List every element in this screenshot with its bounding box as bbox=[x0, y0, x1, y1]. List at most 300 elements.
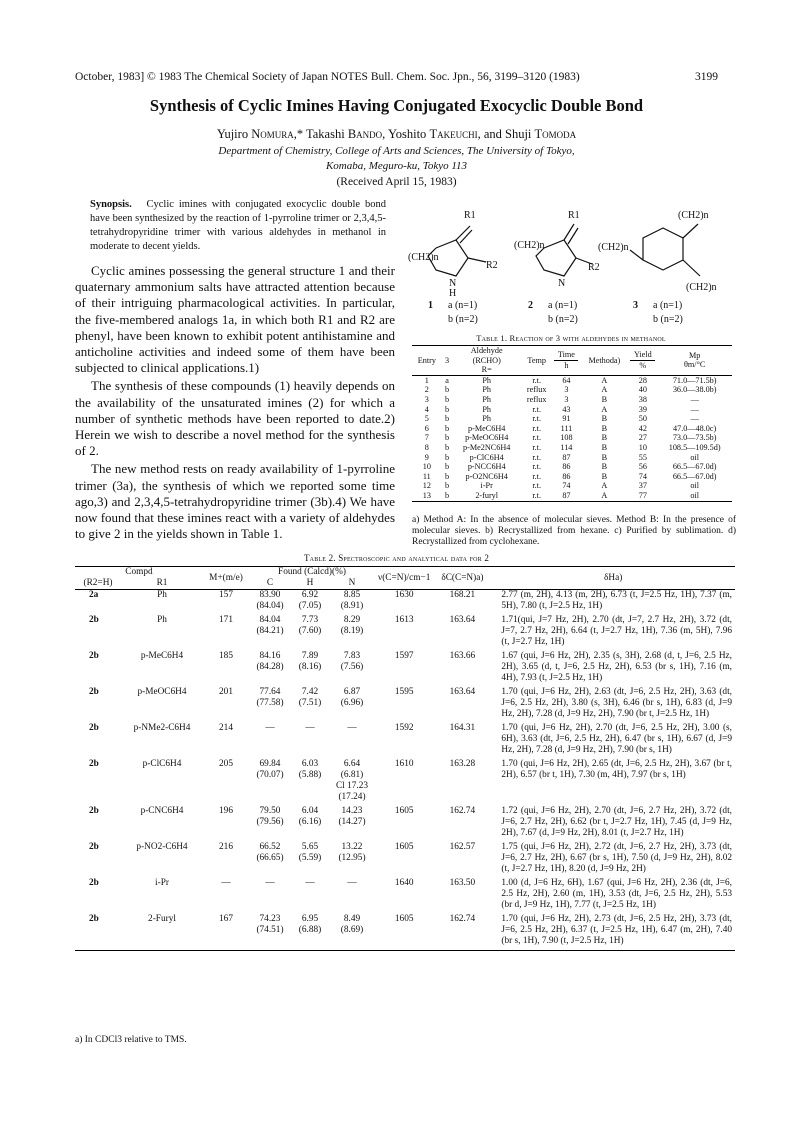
table1-cell: 11 bbox=[422, 471, 431, 481]
table2-cell bbox=[75, 878, 121, 914]
table2-cell bbox=[491, 759, 735, 806]
table1-cell: r.t. bbox=[532, 404, 541, 414]
s1-h: H bbox=[449, 288, 457, 299]
table2-cell-value: 1640 bbox=[394, 878, 414, 888]
table2-cell bbox=[375, 651, 433, 687]
t2-h-m: M+(m/e) bbox=[209, 572, 243, 583]
table2-cell-value: (6.16) bbox=[298, 817, 322, 827]
table2-cell-value: 2.77 (m, 2H), 4.13 (m, 2H), 6.73 (t, J=2.5 Hz, 1H), 7.37 (m, 5H), 7.80 (t, J=2.5 Hz, 1H) bbox=[501, 590, 732, 611]
table2-cell bbox=[375, 759, 433, 806]
table2-cell bbox=[375, 914, 433, 951]
table2-cell-value: — bbox=[305, 723, 315, 733]
table2-cell-value: 167 bbox=[219, 914, 233, 924]
table2-cell bbox=[375, 615, 433, 651]
table2-cell bbox=[491, 842, 735, 878]
s2-b: b (n=2) bbox=[548, 314, 578, 325]
table2-cell-value: 1595 bbox=[394, 687, 414, 697]
structure-figure bbox=[398, 198, 728, 328]
s3-a: a (n=1) bbox=[653, 300, 683, 311]
s1-b: b (n=2) bbox=[448, 314, 478, 325]
table2-cell bbox=[203, 878, 249, 914]
t2-h-dh: δHa) bbox=[604, 572, 623, 583]
table2-cell-value: — bbox=[265, 878, 275, 888]
table2-cell-value: 185 bbox=[219, 651, 233, 661]
table2-cell-value: 6.95 bbox=[301, 914, 319, 924]
s2-n: N bbox=[558, 278, 566, 289]
t2-h-nu: ν(C=N)/cm−1 bbox=[378, 572, 431, 583]
table1-cell: 40 bbox=[638, 385, 647, 395]
table1-cell: p-MeOC6H4 bbox=[465, 433, 509, 443]
table2-row bbox=[75, 590, 735, 616]
table2-cell bbox=[375, 842, 433, 878]
table2-cell-value: — bbox=[265, 723, 275, 733]
table2-cell-value: 6.87 bbox=[343, 687, 361, 697]
table2-cell bbox=[203, 651, 249, 687]
table2-cell-value: 2b bbox=[89, 759, 99, 769]
table2-cell-value: 163.50 bbox=[449, 878, 476, 888]
table2-row bbox=[75, 759, 735, 806]
table2-cell-value: Cl 17.23 bbox=[335, 781, 369, 791]
table2-cell bbox=[249, 615, 291, 651]
table1-cell: B bbox=[601, 442, 608, 452]
table1-cell: 86 bbox=[562, 462, 571, 472]
table2-cell bbox=[433, 651, 491, 687]
t2-h-found: Found (Calcd)(%) bbox=[278, 567, 346, 577]
t1-h-yield bbox=[628, 346, 657, 376]
table1-cell: p-O2NC6H4 bbox=[465, 471, 508, 481]
table1-cell: b bbox=[444, 452, 450, 462]
table2-cell-value: 5.65 bbox=[301, 842, 319, 852]
table2-cell-value: (14.27) bbox=[338, 817, 366, 827]
table2-cell-value: 1610 bbox=[394, 759, 414, 769]
t1-h-mp bbox=[657, 346, 732, 376]
table2-cell-value: (6.81) bbox=[340, 770, 364, 780]
table2-cell bbox=[75, 723, 121, 759]
s3-ring-right: (CH2)n bbox=[686, 282, 717, 293]
table2-cell bbox=[249, 590, 291, 616]
table1-cell: p-Me2NC6H4 bbox=[463, 442, 511, 452]
table1-cell: 55 bbox=[638, 452, 647, 462]
affiliation bbox=[0, 144, 793, 174]
page-number: 3199 bbox=[695, 71, 718, 83]
table2-cell-value: (7.05) bbox=[298, 601, 322, 611]
table2-cell-value: Ph bbox=[157, 615, 167, 625]
table1-cell: B bbox=[601, 471, 608, 481]
body-text bbox=[75, 263, 395, 544]
table2-cell bbox=[121, 723, 203, 759]
table1-row bbox=[412, 385, 732, 395]
t2-h-r1: R1 bbox=[156, 578, 168, 588]
table2-cell-value: 163.64 bbox=[449, 687, 476, 697]
table1-cell: p-NCC6H4 bbox=[467, 462, 506, 472]
paper-title: Synthesis of Cyclic Imines Having Conjugated Exocyclic Double Bond bbox=[149, 96, 644, 115]
table2-cell-value: 163.64 bbox=[449, 615, 476, 625]
table2-cell-value: p-NMe2-C6H4 bbox=[133, 723, 191, 733]
table2-cell-value: 171 bbox=[219, 615, 233, 625]
table1-cell: 7 bbox=[424, 433, 429, 443]
table2-cell-value: 163.66 bbox=[449, 651, 476, 661]
table1-row bbox=[412, 453, 732, 463]
affiliation-line: Department of Chemistry, College of Arts and Sciences, The University of Tokyo, bbox=[218, 145, 575, 157]
table1-cell: A bbox=[601, 481, 608, 491]
table2-cell bbox=[121, 651, 203, 687]
table2-cell bbox=[291, 651, 329, 687]
table1-cell: r.t. bbox=[532, 471, 541, 481]
table1-cell: r.t. bbox=[532, 490, 541, 500]
table1-cell: b bbox=[444, 394, 450, 404]
s3-number: 3 bbox=[633, 300, 638, 311]
table2-cell-value: 1613 bbox=[394, 615, 414, 625]
table2-cell bbox=[203, 615, 249, 651]
table2-cell-value: (84.21) bbox=[256, 626, 284, 636]
body-paragraph: Cyclic amines possessing the general structure 1 and their quaternary ammonium salts have attracted attention because of their intriguing pharmacological activities. In particular, the five-membered analogs 1a, in which both R1 and R2 are phenyl, have been known to exhibit potent antihistamine and anticholine activities and indeed some of them have been subjected to clinical applications.1) bbox=[75, 263, 395, 376]
table2-cell-value: 8.85 bbox=[343, 590, 361, 600]
table1-cell: A bbox=[601, 375, 608, 385]
table1-cell: 10 bbox=[422, 462, 431, 472]
synopsis-label: Synopsis. bbox=[90, 199, 132, 210]
table1-cell: 108 bbox=[560, 433, 573, 443]
table1-cell: 87 bbox=[562, 490, 571, 500]
table1-cell: 13 bbox=[422, 490, 431, 500]
table1-cell: 6 bbox=[424, 423, 429, 433]
table1-cell: 36.0—38.0b) bbox=[672, 385, 717, 395]
body-paragraph: The new method rests on ready availability of 1-pyrroline trimer (3a), the synthesis of which we reported some time ago,3) and 2,3,4,5-tetrahydropyridine trimer (3b).4) We have now found that these imines react with a variety of aldehydes to give 2 in the yields shown in Table 1. bbox=[75, 461, 395, 542]
table2-cell bbox=[249, 842, 291, 878]
table2-cell-value: (8.69) bbox=[340, 925, 364, 935]
table1-cell: oil bbox=[690, 490, 699, 500]
table2-cell bbox=[75, 687, 121, 723]
t1-h-ald2: (RCHO) bbox=[472, 355, 501, 365]
author-last: Nomura,* bbox=[251, 127, 304, 141]
table2-cell-value: (8.91) bbox=[340, 601, 364, 611]
t2-h-n: N bbox=[348, 578, 356, 588]
t2-h-c: C bbox=[266, 578, 274, 588]
table2-cell bbox=[329, 651, 375, 687]
table2-cell-value: 196 bbox=[219, 806, 233, 816]
author-last: Tomoda bbox=[534, 127, 577, 141]
table1-cell: Ph bbox=[482, 414, 492, 424]
table2-cell bbox=[121, 914, 203, 951]
table2-cell bbox=[203, 759, 249, 806]
table2-cell bbox=[433, 615, 491, 651]
table1-cell: 3 bbox=[564, 394, 569, 404]
table1-row bbox=[412, 414, 732, 424]
t1-h-mp1: Mp bbox=[688, 350, 701, 360]
table2-cell bbox=[121, 759, 203, 806]
table2-cell-value: (66.65) bbox=[256, 853, 284, 863]
table2-cell bbox=[433, 842, 491, 878]
table2-cell bbox=[203, 590, 249, 616]
table1-cell: 10 bbox=[638, 442, 647, 452]
table2-cell-value: 6.03 bbox=[301, 759, 319, 769]
table1-cell: 71.0—71.5b) bbox=[672, 375, 717, 385]
synopsis bbox=[90, 198, 386, 254]
table2-cell-value: 1.75 (qui, J=6 Hz, 2H), 2.72 (dt, J=6, 2.7 Hz, 2H), 3.73 (dt, J=6, 2.7 Hz, 2H), 6.67 (br s, 1H), 7.50 (d, J=9 Hz, 2H), 8.02 (t, J=2.7 Hz, 1H), 8.20 (d, J=9 Hz, 2H) bbox=[501, 842, 732, 874]
table2-cell bbox=[121, 615, 203, 651]
table1-cell: 87 bbox=[562, 452, 571, 462]
t1-h-mp2: θm/°C bbox=[684, 360, 706, 370]
table2-cell-value: 69.84 bbox=[259, 759, 281, 769]
table2-cell-value: (8.16) bbox=[298, 662, 322, 672]
table2-cell bbox=[121, 806, 203, 842]
table2-cell-value: 168.21 bbox=[449, 590, 476, 600]
table2-cell bbox=[203, 914, 249, 951]
table1-cell: — bbox=[690, 394, 699, 404]
table1-cell: b bbox=[444, 462, 450, 472]
t2-h-dc: δC(C=N)a) bbox=[441, 572, 484, 583]
table2-cell-value: 83.90 bbox=[259, 590, 281, 600]
table1-cell: 47.0—48.0c) bbox=[673, 423, 717, 433]
table2-cell-value: 1630 bbox=[394, 590, 414, 600]
t1-h-method: Methoda) bbox=[588, 355, 621, 365]
table1-row bbox=[412, 395, 732, 405]
table1-cell: i-Pr bbox=[480, 481, 493, 491]
table2-cell bbox=[329, 615, 375, 651]
table2-cell-value: 2b bbox=[89, 914, 99, 924]
table2-cell bbox=[329, 759, 375, 806]
table2-cell-value: 2b bbox=[89, 878, 99, 888]
t1-h-3: 3 bbox=[444, 355, 450, 365]
table2-cell-value: 7.89 bbox=[301, 651, 319, 661]
table2-cell-value: 1.71(qui, J=7 Hz, 2H), 2.70 (dt, J=7, 2.7 Hz, 2H), 3.72 (dt, J=7, 2.7 Hz, 2H), 6.64 (t, J=2.7 Hz, 1H), 7.36 (m, 5H), 7.96 (t, J=2.7 Hz, 1H) bbox=[501, 615, 732, 647]
table1-cell: B bbox=[601, 394, 608, 404]
s2-a: a (n=1) bbox=[548, 300, 578, 311]
table2-cell-value: 2b bbox=[89, 806, 99, 816]
table2-cell-value: (12.95) bbox=[338, 853, 366, 863]
table2-cell-value: Ph bbox=[157, 590, 167, 600]
table2-footnote: a) In CDCl3 relative to TMS. bbox=[75, 1035, 187, 1045]
table2-cell-value: 205 bbox=[219, 759, 233, 769]
table2-cell-value: — bbox=[221, 878, 231, 888]
table1-cell: p-MeC6H4 bbox=[468, 423, 506, 433]
t1-h-yield1: Yield bbox=[630, 350, 655, 361]
table2-cell-value: (7.56) bbox=[340, 662, 364, 672]
table2-cell bbox=[329, 723, 375, 759]
table1-cell: 4 bbox=[424, 404, 429, 414]
table2-cell bbox=[291, 723, 329, 759]
table1-cell: 91 bbox=[562, 414, 571, 424]
table2-row bbox=[75, 842, 735, 878]
table2-cell bbox=[291, 687, 329, 723]
table2-cell-value: (7.51) bbox=[298, 698, 322, 708]
table2-cell bbox=[491, 590, 735, 616]
table2-row bbox=[75, 878, 735, 914]
t1-h-time2: h bbox=[564, 360, 569, 370]
table1-cell: r.t. bbox=[532, 433, 541, 443]
table2-cell-value: 1605 bbox=[394, 842, 414, 852]
table2-cell-value: 216 bbox=[219, 842, 233, 852]
table1-cell: 114 bbox=[560, 442, 573, 452]
table2-cell-value: 1605 bbox=[394, 806, 414, 816]
table2 bbox=[75, 566, 735, 951]
table1-cell: oil bbox=[690, 481, 699, 491]
table1-cell: A bbox=[601, 385, 608, 395]
table1-cell: A bbox=[601, 490, 608, 500]
table2-cell bbox=[249, 651, 291, 687]
table2-cell-value: 13.22 bbox=[341, 842, 363, 852]
table2-cell-value: p-NO2-C6H4 bbox=[136, 842, 188, 852]
table2-cell-value: 66.52 bbox=[259, 842, 281, 852]
table2-cell-value: 84.16 bbox=[259, 651, 281, 661]
table2-cell-value: 1.00 (d, J=6 Hz, 6H), 1.67 (qui, J=6 Hz, 2H), 2.36 (dt, J=6, 2.5 Hz, 2H), 2.60 (m, 1H), 3.53 (dt, J=6, 2.5 Hz, 2H), 5.53 (br d, J=9 Hz, 1H), 7.77 (t, J=2.5 Hz, 1H) bbox=[501, 878, 732, 910]
table2-cell-value: 162.57 bbox=[449, 842, 476, 852]
table2-cell-value: (8.19) bbox=[340, 626, 364, 636]
table2-cell-value: (17.24) bbox=[338, 792, 366, 802]
table2-cell-value: 2b bbox=[89, 687, 99, 697]
table2-cell-value: 6.92 bbox=[301, 590, 319, 600]
table2-cell-value: 201 bbox=[219, 687, 233, 697]
table2-cell bbox=[203, 842, 249, 878]
table1-cell: 66.5—67.0d) bbox=[672, 462, 717, 472]
t1-h-time1: Time bbox=[554, 350, 578, 361]
structure-3 bbox=[630, 224, 700, 276]
table1-cell: r.t. bbox=[532, 375, 541, 385]
table1-cell: 2 bbox=[424, 385, 429, 395]
structure-1 bbox=[428, 226, 486, 276]
table2-cell-value: 8.49 bbox=[343, 914, 361, 924]
table2-cell-value: (7.60) bbox=[298, 626, 322, 636]
table1-cell: b bbox=[444, 471, 450, 481]
table2-cell bbox=[491, 878, 735, 914]
table1-cell: 43 bbox=[562, 404, 571, 414]
table2-cell-value: 2b bbox=[89, 651, 99, 661]
table2-cell bbox=[291, 759, 329, 806]
table1-cell: b bbox=[444, 404, 450, 414]
table2-cell bbox=[249, 759, 291, 806]
table1-row bbox=[412, 462, 732, 472]
s2-ring: (CH2)n bbox=[514, 240, 545, 251]
table1-cell: B bbox=[601, 423, 608, 433]
table2-cell-value: (74.51) bbox=[256, 925, 284, 935]
table2-cell bbox=[121, 842, 203, 878]
table2-cell bbox=[375, 806, 433, 842]
author-last: Takeuchi, bbox=[429, 127, 481, 141]
s1-ring: (CH2)n bbox=[408, 252, 439, 263]
table1-row bbox=[412, 481, 732, 491]
table1-cell: Ph bbox=[482, 385, 492, 395]
table2-cell bbox=[121, 687, 203, 723]
table2-row bbox=[75, 914, 735, 951]
table2-cell bbox=[375, 878, 433, 914]
table2-cell-value: 162.74 bbox=[449, 806, 476, 816]
table1-footnote: a) Method A: In the absence of molecular sieves. Method B: In the presence of molecular sieves. b) Recrystallized from hexane. c) Purified by sublimation. d) Recrystallized from cyclohexane. bbox=[412, 515, 736, 547]
table2-cell bbox=[291, 615, 329, 651]
table1-cell: Ph bbox=[482, 404, 492, 414]
table1-cell: r.t. bbox=[532, 414, 541, 424]
structure-drawing bbox=[398, 198, 728, 328]
table1-cell: — bbox=[690, 404, 699, 414]
table2-cell bbox=[121, 590, 203, 616]
table2-cell bbox=[203, 806, 249, 842]
table1-caption: Table 1. Reaction of 3 with aldehydes in methanol bbox=[476, 333, 666, 343]
table2-cell-value: 1.70 (qui, J=6 Hz, 2H), 2.73 (dt, J=6, 2.5 Hz, 2H), 3.73 (dt, J=6, 2.5 Hz, 2H), 6.37 (t, J=2.5 Hz, 1H), 6.47 (m, 2H), 7.40 (br s, 1H), 7.90 (t, J=2.5 Hz, 1H) bbox=[501, 914, 732, 946]
table2-cell bbox=[249, 806, 291, 842]
table1-cell: b bbox=[444, 423, 450, 433]
table2-cell bbox=[433, 723, 491, 759]
table2-cell-value: p-CNC6H4 bbox=[140, 806, 184, 816]
table2-cell bbox=[491, 723, 735, 759]
table1-cell: 86 bbox=[562, 471, 571, 481]
s2-number: 2 bbox=[528, 300, 533, 311]
table1-cell: b bbox=[444, 433, 450, 443]
table2-cell-value: (6.96) bbox=[340, 698, 364, 708]
table1-row bbox=[412, 424, 732, 434]
table1-cell: 3 bbox=[564, 385, 569, 395]
table1-cell: r.t. bbox=[532, 481, 541, 491]
table2-cell-value: 1.67 (qui, J=6 Hz, 2H), 2.35 (s, 3H), 2.68 (d, t, J=6, 2.5 Hz, 2H), 3.65 (d, t, J=6, 2.5 Hz, 2H), 6.53 (br s, 1H), 7.16 (m, 4H), 7.93 (t, J=2.5 Hz, 1H) bbox=[501, 651, 732, 683]
table1-cell: 77 bbox=[638, 490, 647, 500]
table2-cell-value: — bbox=[347, 723, 357, 733]
table2-cell bbox=[433, 687, 491, 723]
table2-cell bbox=[291, 878, 329, 914]
table2-cell bbox=[291, 806, 329, 842]
table1-row bbox=[412, 433, 732, 443]
table1-cell: r.t. bbox=[532, 462, 541, 472]
table2-cell bbox=[203, 723, 249, 759]
table1-cell: 42 bbox=[638, 423, 647, 433]
table2-cell bbox=[329, 842, 375, 878]
table1-cell: 37 bbox=[638, 481, 647, 491]
table2-cell bbox=[491, 687, 735, 723]
table2-row bbox=[75, 806, 735, 842]
table2-cell-value: 1.70 (qui, J=6 Hz, 2H), 2.65 (dt, J=6, 2.5 Hz, 2H), 3.67 (br t, 2H), 6.57 (br t, 1H), 7.30 (m, 4H), 7.97 (br s, 1H) bbox=[501, 759, 732, 780]
table2-cell bbox=[375, 723, 433, 759]
s1-r1: R1 bbox=[464, 210, 476, 221]
table2-body bbox=[75, 590, 735, 951]
table2-cell bbox=[329, 806, 375, 842]
table2-cell-value: (5.59) bbox=[298, 853, 322, 863]
table1-cell: 9 bbox=[424, 452, 429, 462]
table2-cell bbox=[433, 878, 491, 914]
table1-cell: 5 bbox=[424, 414, 429, 424]
table2-cell-value: i-Pr bbox=[155, 878, 169, 888]
table2-cell-value: (5.88) bbox=[298, 770, 322, 780]
table2-cell bbox=[203, 687, 249, 723]
table2-cell-value: 2b bbox=[89, 842, 99, 852]
table2-cell bbox=[329, 590, 375, 616]
table1-cell: 108.5—109.5d) bbox=[668, 442, 721, 452]
table2-cell-value: — bbox=[305, 878, 315, 888]
table2-cell-value: (84.28) bbox=[256, 662, 284, 672]
table1-row bbox=[412, 443, 732, 453]
table1-cell: reflux bbox=[526, 385, 547, 395]
table1-cell: — bbox=[690, 414, 699, 424]
received-date: (Received April 15, 1983) bbox=[336, 176, 457, 188]
table2-cell-value: 6.04 bbox=[301, 806, 319, 816]
s1-r2: R2 bbox=[486, 260, 498, 271]
author-first: and Shuji bbox=[483, 127, 532, 141]
table2-cell-value: 84.04 bbox=[259, 615, 281, 625]
s1-number: 1 bbox=[428, 300, 433, 311]
table2-cell bbox=[329, 914, 375, 951]
t2-h-h: H bbox=[306, 578, 314, 588]
table1-row bbox=[412, 472, 732, 482]
table2-cell-value: 157 bbox=[219, 590, 233, 600]
table2-cell bbox=[75, 759, 121, 806]
table1-cell: b bbox=[444, 442, 450, 452]
s1-n: N bbox=[449, 278, 457, 289]
table1-cell: b bbox=[444, 481, 450, 491]
table1-cell: B bbox=[601, 452, 608, 462]
table2-cell bbox=[75, 590, 121, 616]
table1-cell: 74 bbox=[638, 471, 647, 481]
table1-row bbox=[412, 491, 732, 501]
table2-cell-value: 162.74 bbox=[449, 914, 476, 924]
table2-cell-value: 79.50 bbox=[259, 806, 281, 816]
table1-row bbox=[412, 405, 732, 415]
table1-cell: b bbox=[444, 385, 450, 395]
table1-cell: 12 bbox=[422, 481, 431, 491]
